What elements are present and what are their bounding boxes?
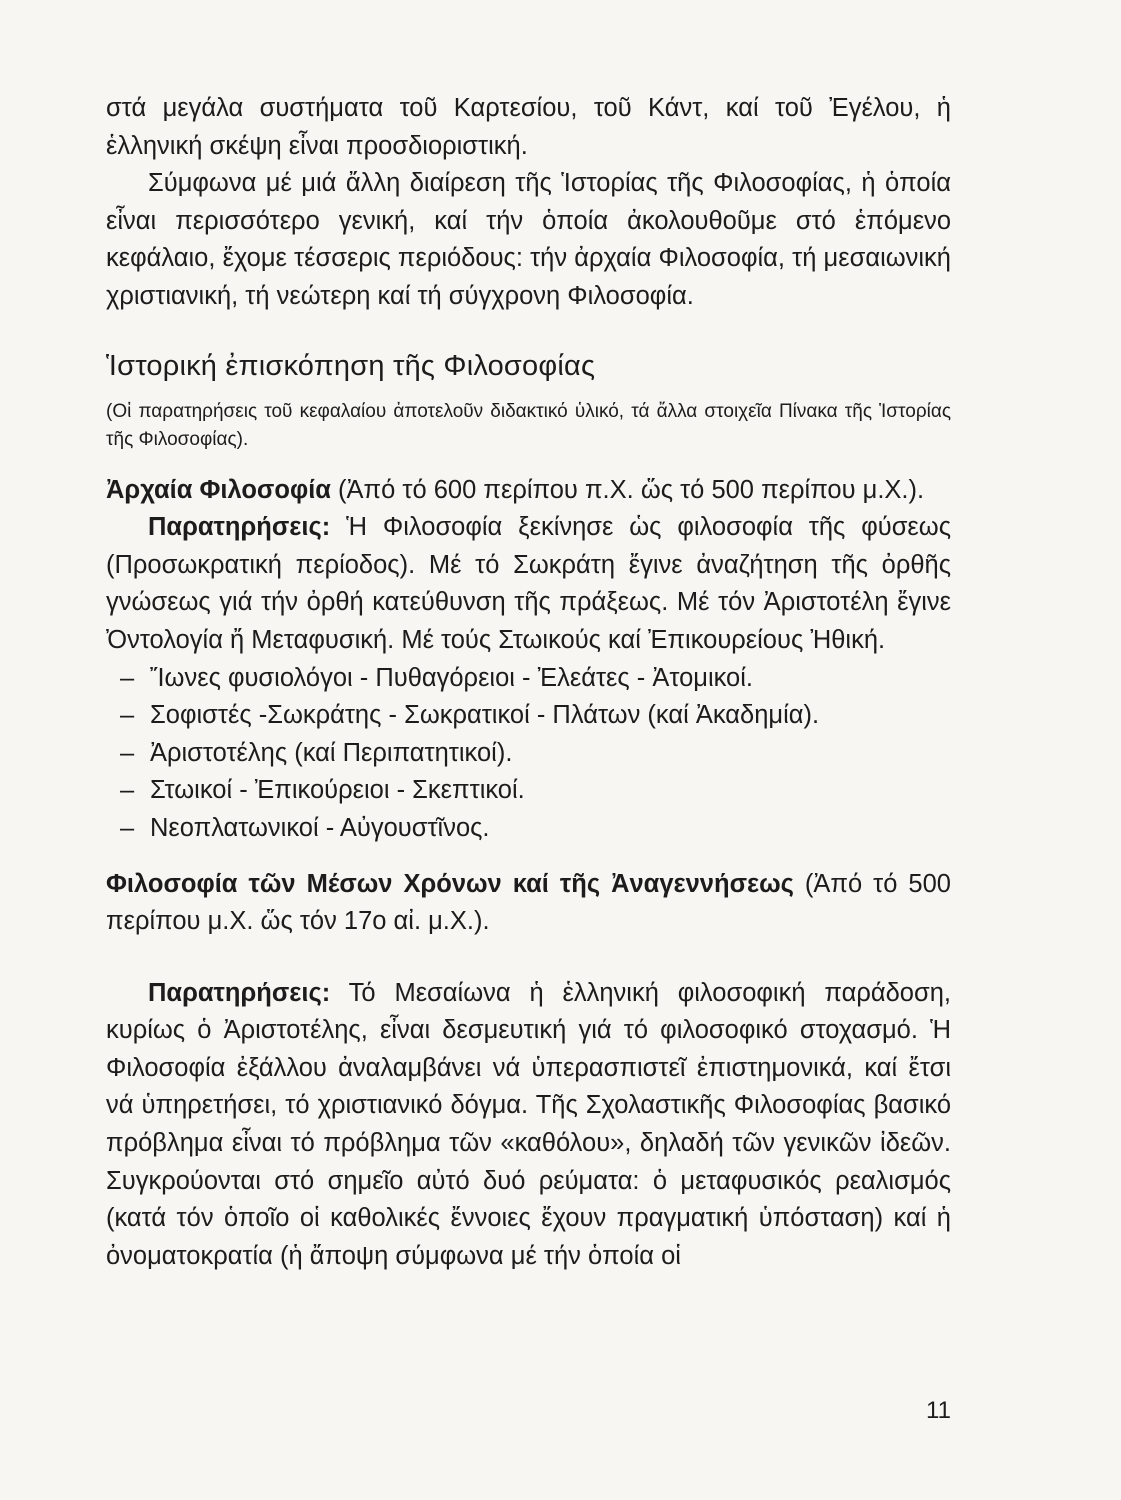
- list-item: – Σοφιστές -Σωκράτης - Σωκρατικοί - Πλάτων (καί Ἀκαδημία).: [120, 701, 820, 730]
- medieval-heading: Φιλοσοφία τῶν Μέσων Χρόνων καί τῆς Ἀναγεννήσεως: [106, 869, 794, 898]
- ancient-heading: Ἀρχαία Φιλοσοφία: [106, 475, 331, 504]
- section-note: (Οἱ παρατηρήσεις τοῦ κεφαλαίου ἀποτελοῦν διδακτικό ὑλικό, τά ἄλλα στοιχεῖα Πίνακα τῆς Ἱστορίας τῆς Φιλοσοφίας).: [106, 400, 951, 450]
- medieval-obs-text: Τό Μεσαίωνα ἡ ἑλληνική φιλοσοφική παράδοση, κυρίως ὁ Ἀριστοτέλης, εἶναι δεσμευτική γιά τό φιλοσοφικό στοχασμό. Ἡ Φιλοσοφία ἐξάλλου ἀναλαμβάνει νά ὑπερασπιστεῖ ἐπιστημονικά, καί ἔτσι νά ὑπηρετήσει, τό χριστιανικό δόγμα. Τῆς Σχολαστικῆς Φιλοσοφίας βασικό πρόβλημα εἶναι τό πρόβλημα τῶν «καθόλου», δηλαδή τῶν γενικῶν ἰδεῶν. Συγκρούονται στό σημεῖο αὐτό δυό ρεύματα: ὁ μεταφυσικός ρεαλισμός (κατά τόν ὁποῖο οἱ καθολικές ἔννοιες ἔχουν πραγματική ὑπόσταση) καί ἡ ὀνοματοκρατία (ἡ ἄποψη σύμφωνα μέ τήν ὁποία οἱ: [106, 978, 951, 1270]
- page-body: [106, 90, 951, 1275]
- medieval-heading-line: [106, 866, 951, 941]
- ancient-obs-label: Παρατηρήσεις:: [148, 513, 331, 542]
- page-number: 11: [926, 1397, 951, 1424]
- section-title: Ἱστορική ἐπισκόπηση τῆς Φιλοσοφίας: [106, 349, 596, 382]
- medieval-obs-label: Παρατηρήσεις:: [148, 978, 331, 1007]
- list-item: – Νεοπλατωνικοί - Αὐγουστῖνος.: [120, 813, 490, 842]
- list-item: – Ἴωνες φυσιολόγοι - Πυθαγόρειοι - Ἐλεάτες - Ἀτομικοί.: [120, 663, 753, 692]
- medieval-observations: [106, 975, 951, 1276]
- list-item: – Στωικοί - Ἐπικούρειοι - Σκεπτικοί.: [120, 776, 525, 805]
- medieval-dates: (Ἀπό τό 500 περίπου μ.Χ. ὥς τόν 17ο αἰ. μ.Χ.).: [106, 869, 951, 936]
- intro-paragraph: Σύμφωνα μέ μιά ἄλλη διαίρεση τῆς Ἱστορίας τῆς Φιλοσοφίας, ἡ ὁποία εἶναι περισσότερο γενική, καί τήν ὁποία ἀκολουθοῦμε στό ἑπόμενο κεφάλαιο, ἔχομε τέσσερις περιόδους: τήν ἀρχαία Φιλοσοφία, τή μεσαιωνική χριστιανική, τή νεώτερη καί τή σύγχρονη Φιλοσοφία.: [106, 169, 951, 310]
- ancient-observations: [106, 509, 951, 659]
- ancient-list: [106, 660, 951, 848]
- ancient-dates: (Ἀπό τό 600 περίπου π.Χ. ὥς τό 500 περίπου μ.Χ.).: [330, 475, 925, 504]
- list-item: – Ἀριστοτέλης (καί Περιπατητικοί).: [120, 738, 513, 767]
- ancient-obs-text: Ἡ Φιλοσοφία ξεκίνησε ὡς φιλοσοφία τῆς φύσεως (Προσωκρατική περίοδος). Μέ τό Σωκράτη ἔγινε ἀναζήτηση τῆς ὀρθῆς γνώσεως γιά τήν ὀρθή κατεύθυνση τῆς πράξεως. Μέ τόν Ἀριστοτέλη ἔγινε Ὀντολογία ἤ Μεταφυσική. Μέ τούς Στωικούς καί Ἐπικουρείους Ἠθική.: [106, 513, 951, 654]
- intro-line: στά μεγάλα συστήματα τοῦ Καρτεσίου, τοῦ Κάντ, καί τοῦ Ἐγέλου, ἡ ἑλληνική σκέψη εἶναι προσδιοριστική.: [106, 94, 951, 160]
- ancient-heading-line: [106, 472, 951, 510]
